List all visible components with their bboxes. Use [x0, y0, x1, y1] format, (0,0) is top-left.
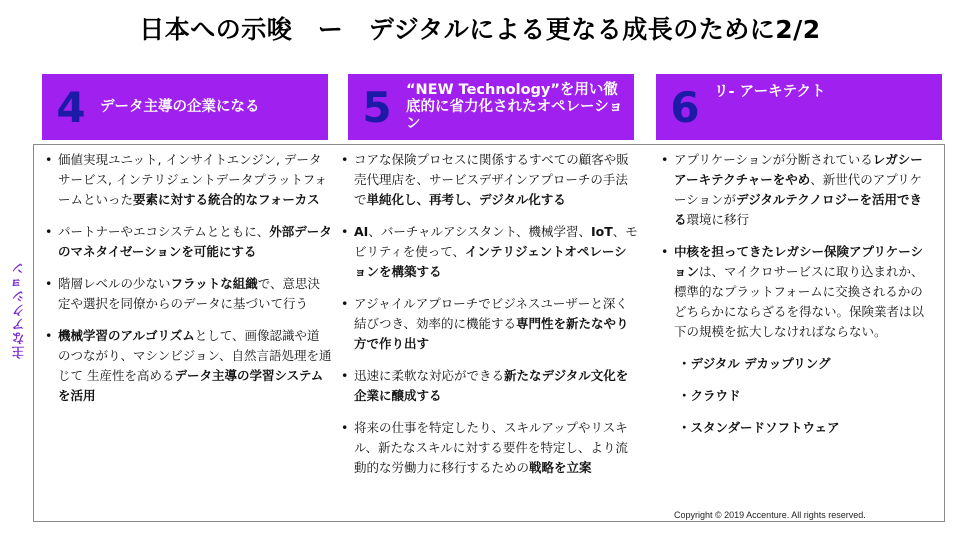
header-text: “NEW Technology”を用い徹底的に省力化されたオペレーション	[406, 81, 623, 132]
action-item	[338, 418, 638, 478]
action-item	[658, 150, 934, 230]
emphasis-text: 中核を担ってきたレガシー保険アプリケーション	[674, 244, 924, 279]
column-5	[338, 150, 638, 490]
emphasis-text: IoT	[590, 224, 613, 239]
action-item	[42, 326, 332, 406]
emphasis-text: 要素に対する統合的なフォーカス	[133, 192, 320, 207]
header-text: データ主導の企業になる	[100, 98, 260, 115]
header-4	[42, 74, 328, 140]
column-4	[42, 150, 332, 418]
item-text: 階層レベルの少ない	[58, 276, 171, 291]
sub-item: ・スタンダードソフトウェア	[678, 420, 840, 435]
item-text: コアな保険プロセスに関係するすべての顧客や販売代理店を、サービスデザインアプローチの手法で	[354, 152, 629, 207]
action-item	[42, 150, 332, 210]
emphasis-text: 専門性を新たなやり方で作り出す	[354, 316, 629, 351]
emphasis-text: 外部データのマネタイゼーションを可能にする	[58, 224, 332, 259]
action-list	[42, 150, 332, 406]
item-text: 迅速に柔軟な対応ができる	[354, 368, 505, 383]
header-number: 4	[56, 82, 86, 132]
action-item	[42, 222, 332, 262]
action-item	[338, 150, 638, 210]
emphasis-text: AI	[354, 224, 369, 239]
action-list	[338, 150, 638, 478]
item-text: アジャイルアプローチでビジネスユーザーと深く結びつき、効率的に機能する	[354, 296, 628, 331]
action-item	[338, 294, 638, 354]
header-5	[348, 74, 634, 140]
item-text: で、意思決定や選択を同僚からのデータに基づいて行う	[58, 276, 321, 311]
emphasis-text: レガシーアーキテクチャーをやめ	[674, 152, 923, 187]
emphasis-text: フラットな組織	[170, 276, 258, 291]
item-text: パートナーやエコシステムとともに、	[58, 224, 270, 239]
emphasis-text: 戦略を立案	[529, 460, 592, 475]
sub-item: ・デジタル デカップリング	[678, 356, 831, 371]
action-item	[658, 242, 934, 342]
action-item	[42, 274, 332, 314]
emphasis-text: デジタルテクノロジーを活用できる	[674, 192, 923, 227]
item-text: 価値実現ユニット, インサイトエンジン, データサービス, インテリジェントデータプラットフォームといった	[58, 152, 327, 207]
header-text: リ- アーキテクト	[714, 84, 826, 100]
side-label: 主なアクション	[12, 261, 28, 359]
item-text: 、モビリティを使って、	[354, 224, 638, 259]
emphasis-text: インテリジェントオペレーションを構築する	[354, 244, 627, 279]
action-item	[338, 366, 638, 406]
sub-item: ・クラウド	[678, 388, 741, 403]
page-title: 日本への示唆 ー デジタルによる更なる成長のために2/2	[139, 15, 821, 44]
emphasis-text: 単純化し、再考し、デジタル化する	[366, 192, 566, 207]
header-6	[656, 74, 942, 140]
item-text: として、画像認識や道のつながり、マシンビジョン、自然言語処理を通じて 生産性を高める	[58, 328, 332, 383]
action-item	[338, 222, 638, 282]
emphasis-text: 機械学習のアルゴリズム	[58, 328, 195, 343]
emphasis-text: データ主導の学習システムを活用	[58, 368, 324, 403]
item-text: 将来の仕事を特定したり、スキルアップやリスキル、新たなスキルに対する要件を特定し、より流動的な労働力に移行するための	[354, 420, 628, 475]
item-text: は、マイクロサービスに取り込まれか、標準的なプラットフォームに交換されるかのどちらかにならざるを得ない。保険業者は以下の規模を拡大しなければならない。	[674, 264, 925, 339]
item-text: 環境に移行	[686, 212, 750, 227]
item-text: アプリケーションが分断されている	[674, 152, 873, 167]
column-6	[658, 150, 934, 450]
copyright: Copyright © 2019 Accenture. All rights reserved.	[674, 510, 866, 520]
header-number: 6	[670, 82, 700, 132]
item-text: 、新世代のアプリケーションが	[674, 172, 923, 207]
item-text: 、バーチャルアシスタント、機械学習、	[368, 224, 591, 239]
emphasis-text: 新たなデジタル文化を企業に醸成する	[354, 368, 629, 403]
action-list	[658, 150, 934, 342]
sub-list	[658, 354, 934, 438]
header-number: 5	[362, 82, 392, 132]
